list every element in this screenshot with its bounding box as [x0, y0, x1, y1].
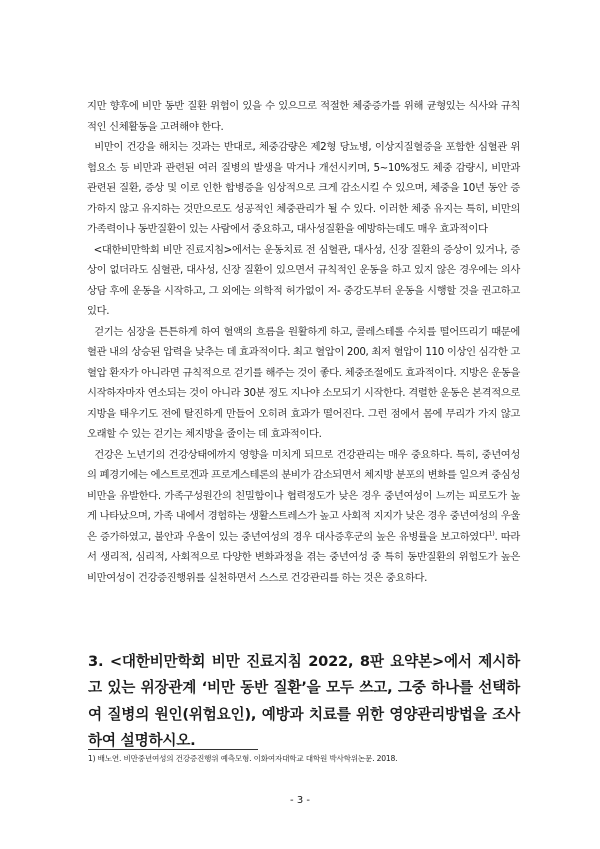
footnote: 1) 배노연. 비만중년여성의 건강증진행위 예측모형. 이화여자대학교 대학원 박사학위논문. 2018. — [88, 754, 398, 763]
paragraph-continuation: 지만 향후에 비만 동반 질환 위험이 있을 수 있으므로 적절한 체중증가를 위해 균형있는 식사와 규칙적인 신체활동을 고려해야 한다. — [87, 100, 520, 133]
paragraph-weight-loss — [87, 137, 520, 240]
footnote-divider — [88, 749, 258, 750]
page-number: - 3 - — [290, 795, 310, 806]
paragraph-middle-aged-women — [87, 445, 520, 589]
paragraph-walking — [87, 322, 520, 445]
paragraph-walking-text: 걷기는 심장을 튼튼하게 하여 혈액의 흐름을 원활하게 하고, 콜레스테롤 수치를 떨어뜨리기 때문에 혈관 내의 상승된 압력을 낮추는 데 효과적이다. 최고 혈압이 200, 최저 혈압이 110 이상인 심각한 고혈압 환자가 아니라면 규칙적으로 걷기를 해주는 것이 좋다. 체중조절에도 효과적이다. 지방은 운동을 시작하자마자 연소되는 것이 아니라 30분 정도 지나야 소모되기 시작한다. 격렬한 운동은 본격적으로 지방을 태우기도 전에 탈진하게 만들어 오히려 효과가 떨어진다. 그런 점에서 몸에 무리가 가지 않고 오래할 수 있는 걷기는 체지방을 줄이는 데 효과적이다. — [87, 325, 520, 440]
question-heading: 3. <대한비만학회 비만 진료지침 2022, 8판 요약본>에서 제시하고 있는 위장관계 ‘비만 동반 질환’을 모두 쓰고, 그중 하나를 선택하여 질병의 원인(위험요인), 예방과 치료를 위한 영양관리방법을 조사하여 설명하시오. — [88, 653, 520, 749]
paragraph-guideline — [87, 240, 520, 322]
paragraph-tail-text: . 따라서 생리적, 심리적, 사회적으로 다양한 변화과정을 겪는 중년여성 중 특히 동반질환의 위험도가 높은 비만여성이 건강증진행위를 실천하면서 스스로 건강관리를 하는 것은 중요하다. — [87, 530, 520, 584]
paragraph-guideline-text: <대한비만학회 비만 진료지침>에서는 운동치료 전 심혈관, 대사성, 신장 질환의 증상이 있거나, 증상이 없더라도 심혈관, 대사성, 신장 질환이 있으면서 규칙적인 운동을 하고 있지 않은 경우에는 의사 상담 후에 운동을 시작하고, 그 외에는 의학적 허가없이 저- 중강도부터 운동을 시행할 것을 권고하고 있다. — [87, 243, 520, 317]
paragraph-weight-loss-text: 비만이 건강을 해치는 것과는 반대로, 체중감량은 제2형 당뇨병, 이상지질혈증을 포함한 심혈관 위험요소 등 비만과 관련된 여러 질병의 발생을 막거나 개선시키며, 5~10%정도 체중 감량시, 비만과 관련된 질환, 증상 및 이로 인한 합병증을 임상적으로 크게 감소시킬 수 있으며, 체중을 10년 동안 증가하지 않고 유지하는 것만으로도 성공적인 체중관리가 될 수 있다. 이러한 체중 유지는 특히, 비만의 가족력이나 동반질환이 있는 사람에서 중요하고, 대사성질환을 예방하는데도 매우 효과적이다 — [87, 141, 520, 235]
body-text — [87, 96, 520, 588]
paragraph-middle-aged-women-text: 건강은 노년기의 건강상태에까지 영향을 미치게 되므로 건강관리는 매우 중요하다. 특히, 중년여성의 폐경기에는 에스트로겐과 프로게스테론의 분비가 감소되면서 체지방 분포의 변화를 일으켜 중심성 비만을 유발한다. 가족구성원간의 친밀함이나 협력정도가 낮은 경우 중년여성이 느끼는 피로도가 높게 나타났으며, 가족 내에서 경험하는 생활스트레스가 높고 사회적 지지가 낮은 경우 중년여성의 우울은 증가하였고, 불안과 우울이 있는 중년여성의 경우 대사증후군의 높은 유병률을 보고하였다 — [87, 448, 520, 543]
footnote-reference: 1) — [488, 529, 495, 538]
